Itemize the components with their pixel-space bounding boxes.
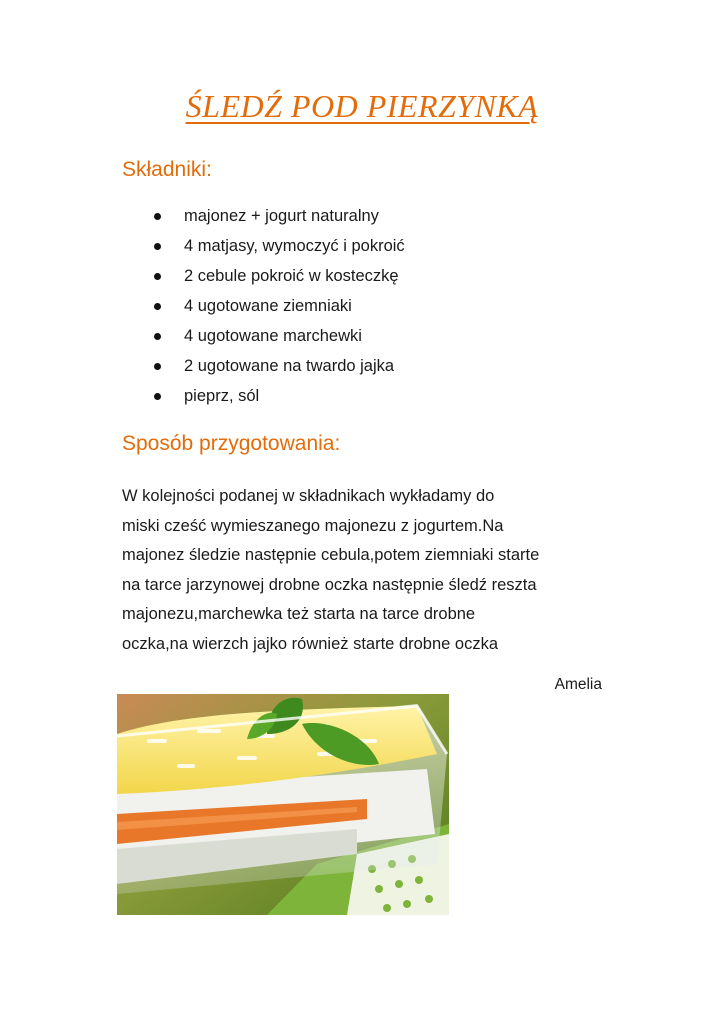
ingredient-text: majonez + jogurt naturalny: [184, 207, 379, 225]
method-line: miski cześć wymieszanego majonezu z jogurtem.Na: [122, 516, 504, 535]
author-signature: Amelia: [554, 676, 602, 693]
bullet-icon: [154, 273, 161, 280]
ingredient-text: 4 ugotowane marchewki: [184, 327, 362, 345]
list-item: [150, 322, 405, 352]
list-item: [150, 232, 405, 262]
method-line: oczka,na wierzch jajko również starte drobne oczka: [122, 634, 499, 653]
ingredients-heading: Składniki:: [122, 158, 212, 181]
ingredient-text: 2 ugotowane na twardo jajka: [184, 357, 395, 375]
ingredient-text: 2 cebule pokroić w kosteczkę: [184, 267, 399, 285]
bullet-icon: [154, 243, 161, 250]
salad-dish-photo: [117, 694, 449, 915]
bullet-icon: [154, 363, 161, 370]
method-paragraph: [122, 482, 622, 659]
method-line: majonezu,marchewka też starta na tarce drobne: [122, 605, 476, 623]
ingredient-text: pieprz, sól: [184, 387, 260, 405]
method-line: W kolejności podanej w składnikach wykładamy do: [122, 487, 495, 505]
method-line: na tarce jarzynowej drobne oczka następnie śledź reszta: [122, 575, 537, 594]
bullet-icon: [154, 303, 161, 310]
method-line: majonez śledzie następnie cebula,potem ziemniaki starte: [122, 546, 540, 564]
ingredient-text: 4 ugotowane ziemniaki: [184, 297, 352, 315]
list-item: [150, 202, 405, 232]
method-heading: Sposób przygotowania:: [122, 432, 341, 455]
list-item: [150, 352, 405, 382]
list-item: [150, 262, 405, 292]
bullet-icon: [154, 213, 161, 220]
ingredients-list: [150, 202, 405, 412]
list-item: [150, 382, 405, 412]
bullet-icon: [154, 333, 161, 340]
page-title: ŚLEDŹ POD PIERZYNKĄ: [185, 88, 539, 124]
bullet-icon: [154, 393, 161, 400]
list-item: [150, 292, 405, 322]
ingredient-text: 4 matjasy, wymoczyć i pokroić: [184, 237, 405, 255]
